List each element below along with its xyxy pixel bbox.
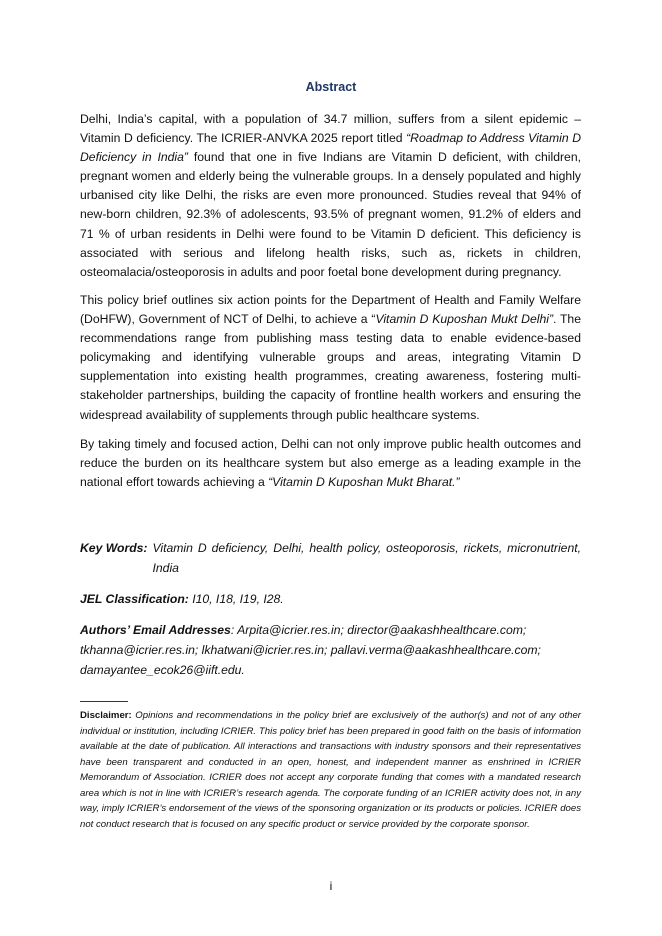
disclaimer (80, 708, 581, 832)
abstract-paragraph-2 (80, 291, 581, 425)
emails-value: : Arpita@icrier.res.in; director@aakashhealthcare.com; tkhanna@icrier.res.in; lkhatwani@icrier.res.in; pallavi.verma@aakashhealthcare.com; damayantee_ecok26@iift.edu. (80, 623, 541, 677)
p3-text-a: By taking timely and focused action, Delhi can not only improve public health outcomes and reduce the burden on its healthcare system but also emerge as a leading example in the national effort towards achieving a (80, 437, 581, 490)
key-words-label: Key Words: (80, 541, 148, 555)
key-words (80, 538, 581, 578)
p2-text-a: This policy brief outlines six action points for the Department of Health and Family Welfare (DoHFW), Government of NCT of Delhi, to achieve a “ (80, 293, 581, 327)
author-emails (80, 620, 581, 680)
jel-classification (80, 589, 284, 609)
disclaimer-text: Opinions and recommendations in the policy brief are exclusively of the author(s) and not of any other individual or institution, including ICRIER. This policy brief has been prepared in good faith on the basis of information available at the date of publication. All interactions and transactions with industry sponsors and their representatives have been transparent and conducted in an open, honest, and independent manner as enshrined in ICRIER Memorandum of Association. ICRIER does not accept any corporate funding that comes with a mandated research area which is not in line with ICRIER’s research agenda. The corporate funding of an ICRIER activity does not, in any way, imply ICRIER’s endorsement of the views of the sponsoring organization or its products or policies. ICRIER does not conduct research that is focused on any specific product or service provided by the corporate sponsor. (80, 710, 581, 830)
footnote-divider (80, 701, 128, 702)
campaign-name-bharat: “Vitamin D Kuposhan Mukt Bharat.” (268, 475, 460, 490)
p1-text-c: found that one in five Indians are Vitamin D deficient, with children, pregnant women and elderly being the vulnerable groups. In a densely populated and highly urbanised city like Delhi, the risks are even more pronounced. Studies reveal that 94% of new-born children, 92.3% of adolescents, 93.5% of pregnant women, 91.2% of elders and 71 % of urban residents in Delhi were found to be Vitamin D deficient. This deficiency is associated with serious and lifelong health risks, such as, rickets in children, osteomalacia/osteoporosis in adults and poor foetal bone development during pregnancy. (80, 150, 581, 279)
abstract-paragraph-1 (80, 110, 581, 282)
key-words-value: Vitamin D deficiency, Delhi, health policy, osteoporosis, rickets, micronutrient, India (152, 541, 581, 575)
campaign-name-delhi: Vitamin D Kuposhan Mukt Delhi” (375, 312, 553, 327)
jel-label: JEL Classification: (80, 592, 189, 606)
emails-label: Authors’ Email Addresses (80, 623, 231, 637)
abstract-paragraph-3 (80, 435, 581, 492)
page-title: Abstract (305, 80, 357, 94)
page-number: i (329, 879, 333, 893)
report-title: “Roadmap to Address Vitamin D Deficiency in India” (80, 131, 581, 165)
p1-text-a: Delhi, India’s capital, with a population of 34.7 million, suffers from a silent epidemic – Vitamin D deficiency. The ICRIER-ANVKA 2025 report titled (80, 112, 581, 146)
jel-value: I10, I18, I19, I28. (188, 592, 284, 606)
disclaimer-label: Disclaimer: (80, 710, 132, 721)
p2-text-c: . The recommendations range from publishing mass testing data to enable evidence-based policymaking and identifying vulnerable groups and areas, integrating Vitamin D supplementation into existing health programmes, creating awareness, fostering multi-stakeholder partnerships, building the capacity of frontline health workers and ensuring the widespread availability of supplements through public healthcare systems. (80, 312, 581, 422)
